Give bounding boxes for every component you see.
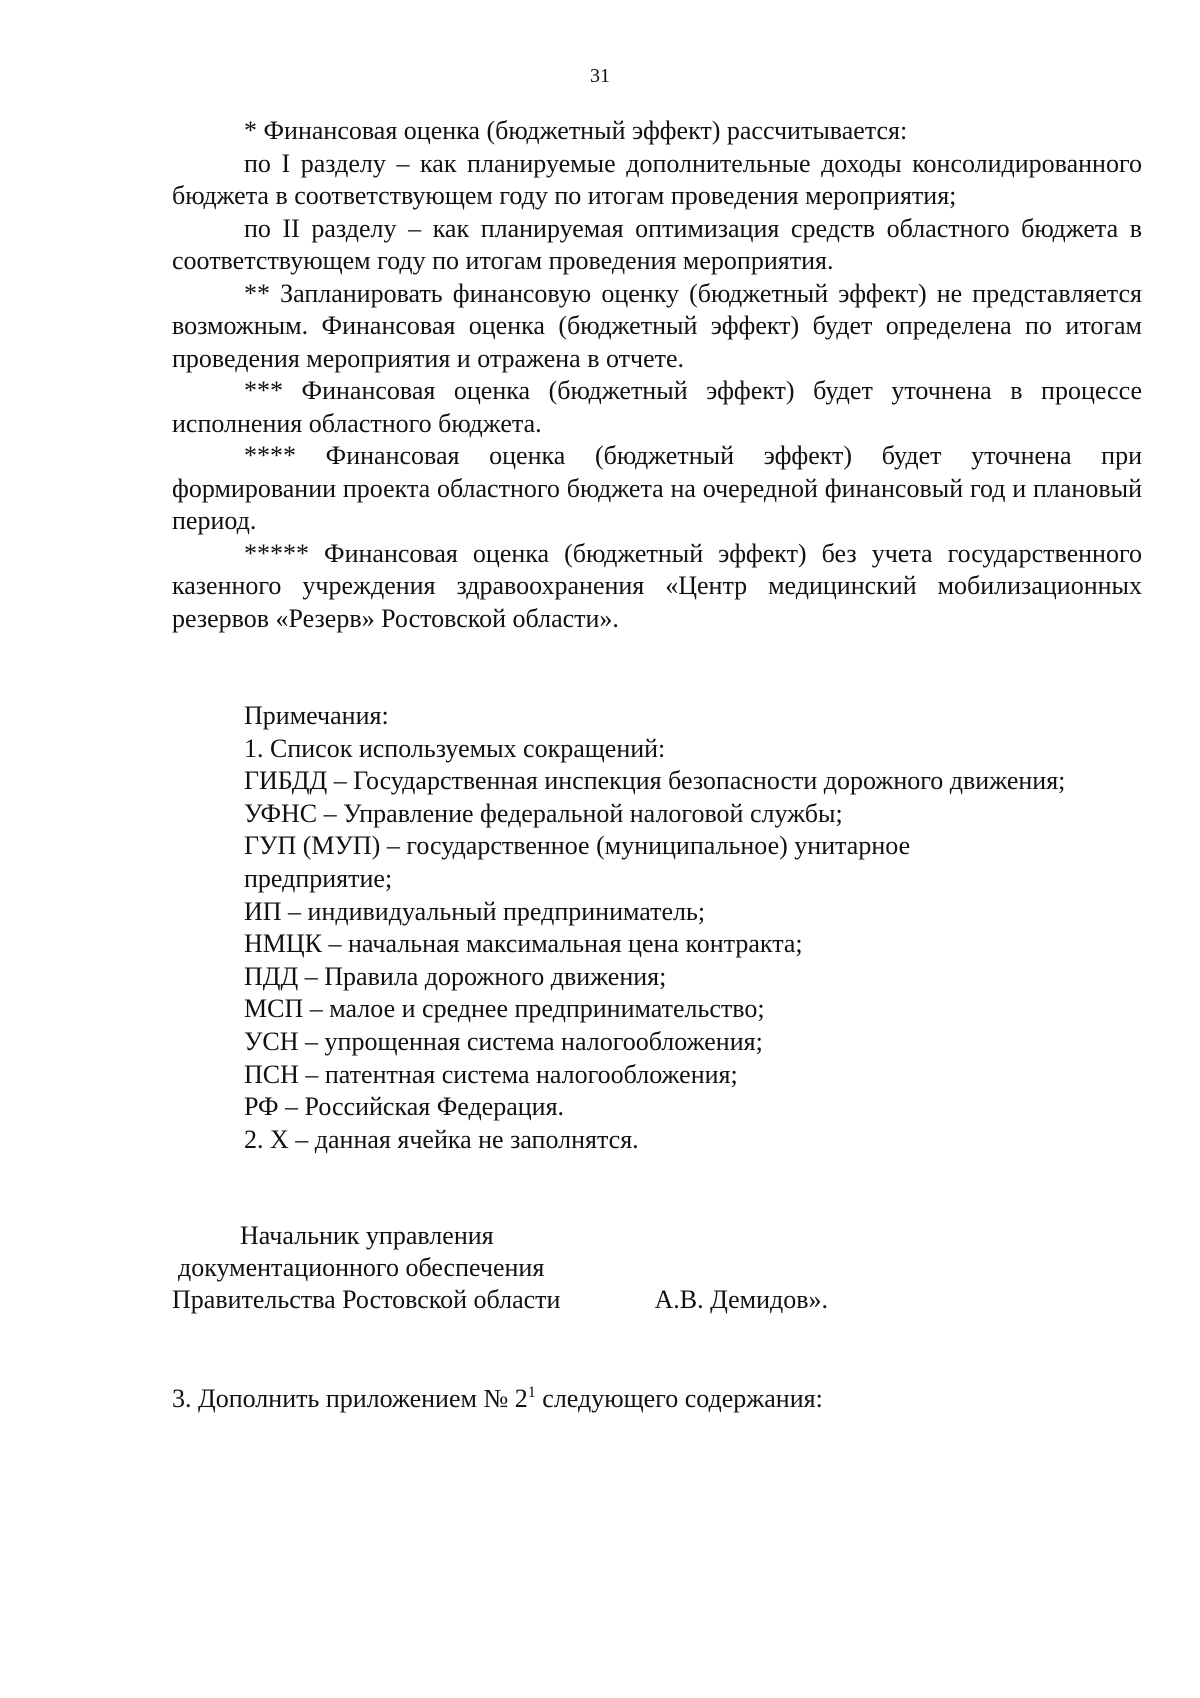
footnote-paragraph: **** Финансовая оценка (бюджетный эффект) будет уточнена при формировании проекта областного бюджета на очередной финансовый год и плановый период. bbox=[172, 441, 1142, 535]
abbreviation-item: ПДД – Правила дорожного движения; bbox=[244, 961, 667, 991]
final-item-3 bbox=[172, 1383, 823, 1415]
abbreviation-item: ГИБДД – Государственная инспекция безопасности дорожного движения; bbox=[244, 766, 1066, 796]
abbreviation-item: НМЦК – начальная максимальная цена контракта; bbox=[244, 929, 803, 959]
abbreviation-item: УСН – упрощенная система налогообложения; bbox=[244, 1026, 763, 1056]
final-item-text: 3. Дополнить приложением № 2 bbox=[172, 1384, 528, 1413]
signature-title-line-2: документационного обеспечения bbox=[178, 1253, 545, 1282]
notes-heading: Примечания: bbox=[244, 701, 389, 730]
footnote-paragraph: *** Финансовая оценка (бюджетный эффект) будет уточнена в процессе исполнения областного бюджета. bbox=[172, 376, 1142, 438]
abbreviation-item: РФ – Российская Федерация. bbox=[244, 1092, 565, 1122]
footnote-paragraph: * Финансовая оценка (бюджетный эффект) рассчитывается: bbox=[244, 116, 908, 145]
abbreviation-item: ПСН – патентная система налогообложения; bbox=[244, 1059, 738, 1089]
final-item-text-after: следующего содержания: bbox=[535, 1384, 823, 1413]
signatory-name: А.В. Демидов». bbox=[654, 1285, 829, 1314]
signature-block bbox=[172, 1220, 1072, 1316]
footnote-paragraph: по II разделу – как планируемая оптимизация средств областного бюджета в соответствующем году по итогам проведения мероприятия. bbox=[172, 213, 1142, 275]
abbreviation-item: УФНС – Управление федеральной налоговой службы; bbox=[244, 798, 843, 828]
signature-title-line-1: Начальник управления bbox=[240, 1221, 494, 1250]
footnotes-block bbox=[172, 115, 1142, 635]
abbreviations-title: 1. Список используемых сокращений: bbox=[244, 733, 666, 763]
footnote-paragraph: по I разделу – как планируемые дополнительные доходы консолидированного бюджета в соответствующем году по итогам проведения мероприятия; bbox=[172, 148, 1142, 210]
footnote-paragraph: ** Запланировать финансовую оценку (бюджетный эффект) не представляется возможным. Финансовая оценка (бюджетный эффект) будет определена по итогам проведения мероприятия и отражена в отчете. bbox=[172, 278, 1142, 373]
abbreviation-item: ГУП (МУП) – государственное (муниципальное) унитарное предприятие; bbox=[244, 831, 911, 893]
notes-item-2: 2. Х – данная ячейка не заполнятся. bbox=[244, 1124, 639, 1154]
final-item-superscript: 1 bbox=[527, 1384, 536, 1401]
page-number: 31 bbox=[590, 65, 610, 87]
signature-row bbox=[172, 1284, 1072, 1316]
signature-title-line-3: Правительства Ростовской области bbox=[172, 1285, 561, 1314]
abbreviation-item: ИП – индивидуальный предприниматель; bbox=[244, 896, 706, 926]
abbreviation-item: МСП – малое и среднее предпринимательство; bbox=[244, 994, 765, 1024]
notes-block bbox=[244, 700, 1164, 1156]
footnote-paragraph: ***** Финансовая оценка (бюджетный эффект) без учета государственного казенного учреждения здравоохранения «Центр медицинский мобилизационных резервов «Резерв» Ростовской области». bbox=[172, 538, 1142, 633]
